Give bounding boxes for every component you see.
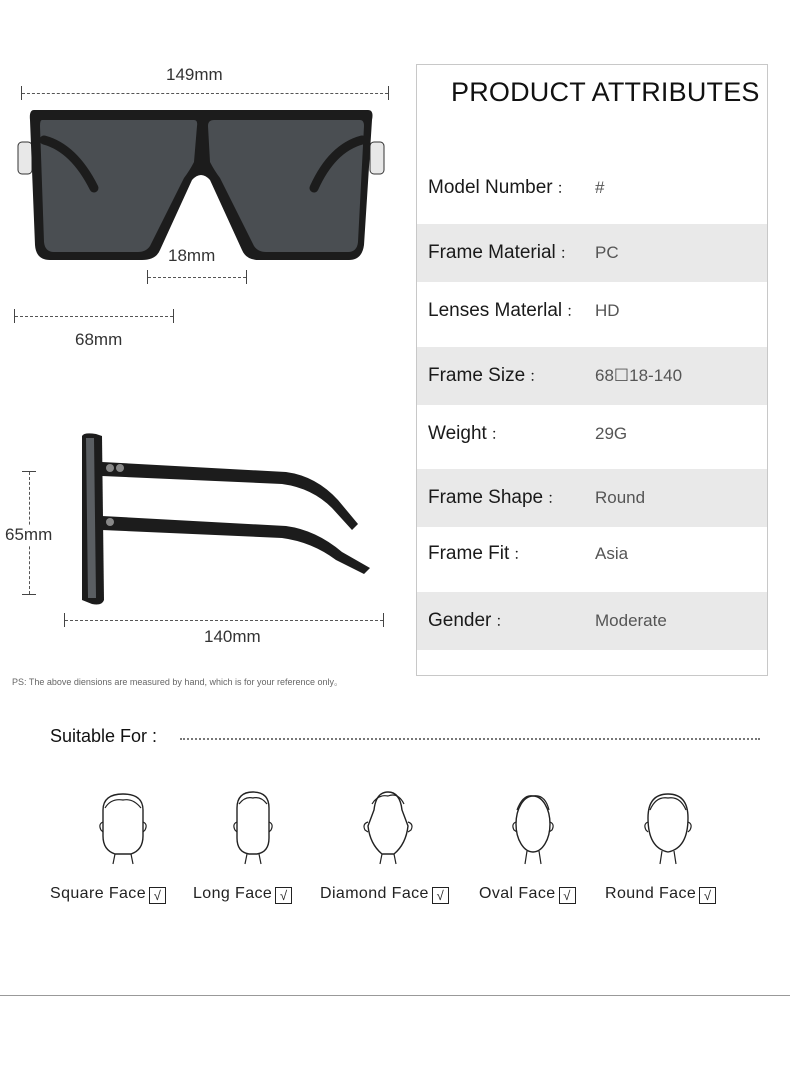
attribute-value: 68☐18-140 [595, 366, 683, 385]
attribute-value: 29G [595, 424, 628, 443]
attribute-key: Frame Fit ： [428, 543, 529, 564]
attribute-row [417, 347, 767, 405]
square-face-icon [53, 788, 193, 866]
total-width-label: 149mm [166, 65, 223, 84]
dim-tick [388, 86, 389, 100]
checkbox-icon: √ [149, 887, 166, 904]
attribute-value: PC [595, 243, 619, 262]
glasses-front-view-icon [14, 100, 394, 270]
round-face-icon [598, 788, 738, 866]
attribute-key: Frame Size ： [428, 365, 545, 386]
attribute-key: Frame Material ： [428, 242, 575, 263]
dim-tick [22, 594, 36, 595]
attribute-row [417, 224, 767, 282]
face-label-diamond: Diamond Face √ [320, 885, 449, 904]
lens-width-label: 68mm [75, 330, 123, 349]
product-attributes-table [416, 64, 768, 676]
checkbox-icon: √ [275, 887, 292, 904]
attribute-key: Model Number ： [428, 177, 572, 198]
face-label-square: Square Face √ [50, 885, 166, 904]
oval-face-icon [463, 788, 603, 866]
dim-tick [383, 613, 384, 627]
attribute-row [417, 525, 767, 583]
attribute-value: Round [595, 488, 646, 507]
temple-length-label: 140mm [204, 627, 261, 646]
attribute-key: Gender ： [428, 610, 511, 631]
attributes-title: PRODUCT ATTRIBUTES [451, 77, 760, 107]
dim-tick [246, 270, 247, 284]
suitable-for-title: Suitable For : [50, 726, 158, 746]
checkbox-icon: √ [699, 887, 716, 904]
glasses-side-view-icon [76, 430, 376, 610]
lens-width-line [15, 316, 173, 317]
bridge-line [148, 277, 246, 278]
attribute-key: Frame Shape ： [428, 487, 563, 508]
attribute-value: Asia [595, 544, 629, 563]
attribute-value: Moderate [595, 611, 667, 630]
attribute-row [417, 159, 767, 217]
attribute-row [417, 592, 767, 650]
attribute-row [417, 282, 767, 340]
attribute-key: Lenses Materlal ： [428, 300, 582, 321]
dotted-divider [180, 738, 760, 740]
bottom-divider [0, 995, 790, 996]
attribute-key: Weight ： [428, 423, 506, 444]
dim-tick [173, 309, 174, 323]
long-face-icon [183, 788, 323, 866]
attribute-row [417, 405, 767, 463]
diamond-face-icon [318, 788, 458, 866]
measurement-note: PS: The above diensions are measured by hand, which is for your reference only。 [12, 677, 344, 687]
attribute-value: # [595, 178, 605, 197]
attribute-row [417, 469, 767, 527]
total-width-line [22, 93, 388, 94]
attribute-value: HD [595, 301, 620, 320]
lens-height-label: 65mm [5, 525, 53, 544]
face-label-long: Long Face √ [193, 885, 292, 904]
temple-length-line [65, 620, 383, 621]
face-label-round: Round Face √ [605, 885, 716, 904]
bridge-label: 18mm [168, 246, 216, 265]
checkbox-icon: √ [432, 887, 449, 904]
face-label-oval: Oval Face √ [479, 885, 576, 904]
dimensions-panel [0, 0, 410, 700]
checkbox-icon: √ [559, 887, 576, 904]
